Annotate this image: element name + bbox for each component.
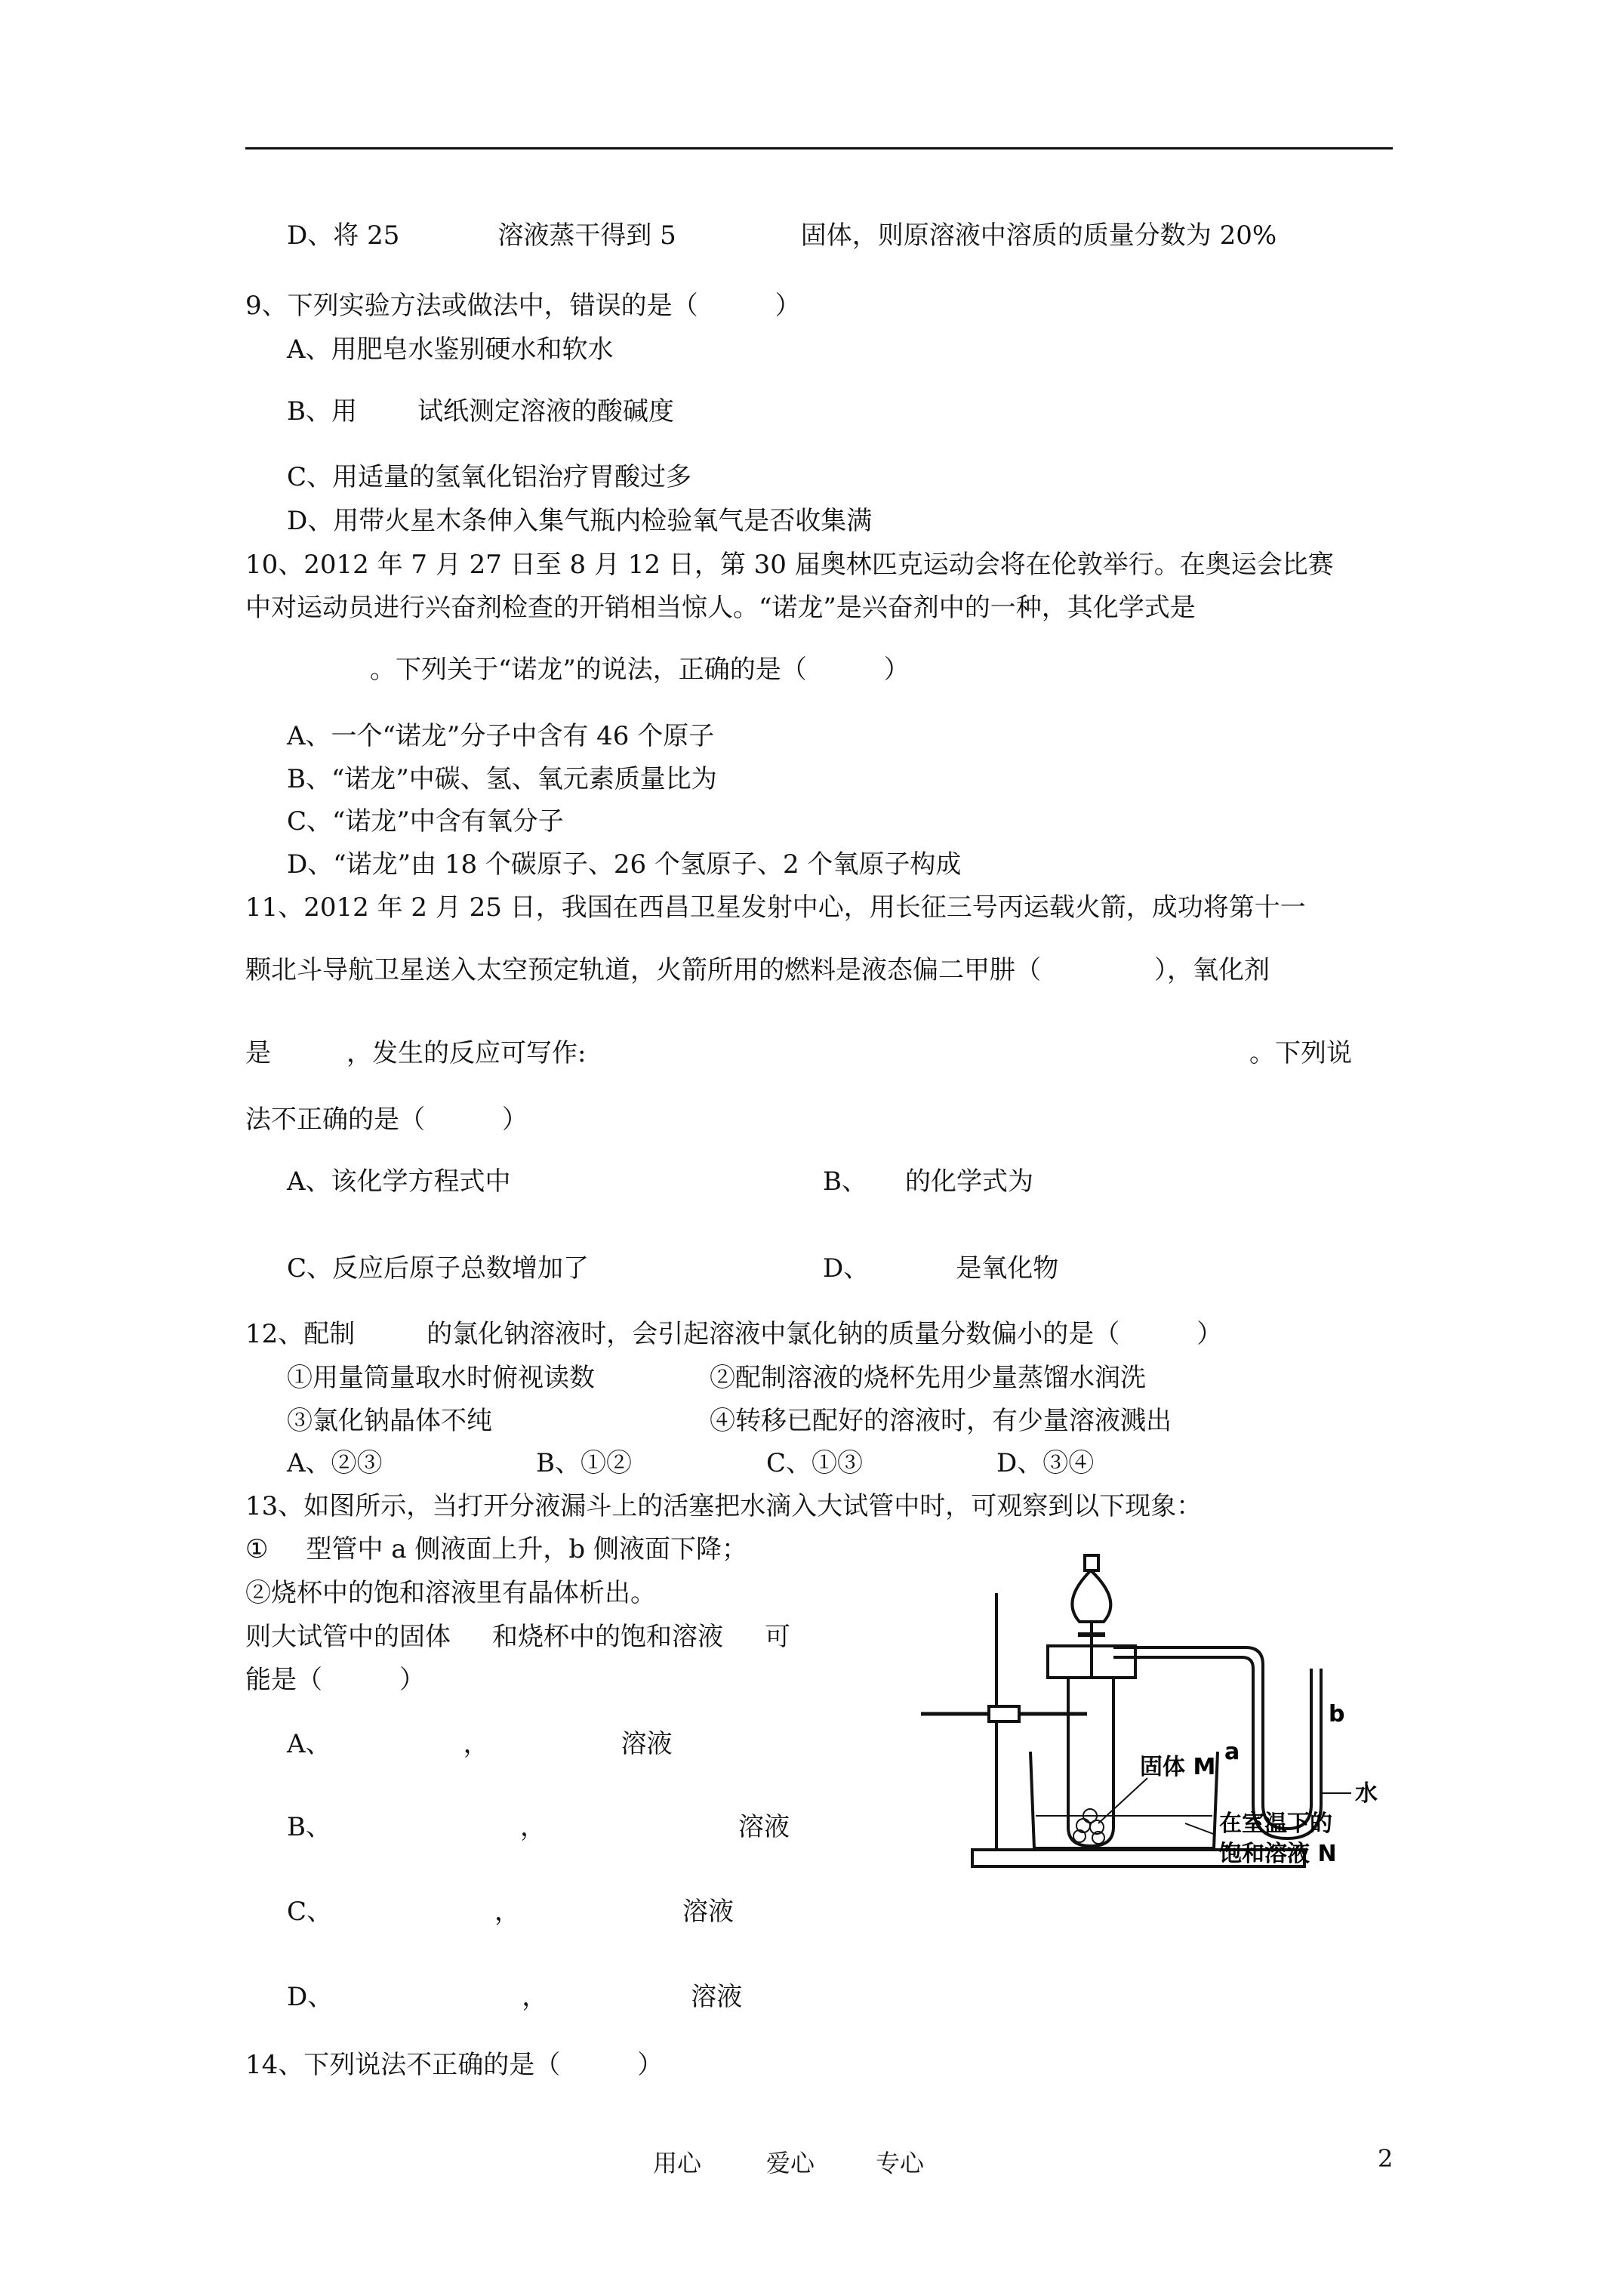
q11-stem2-part-b: ），氧化剂 bbox=[1154, 955, 1270, 985]
q11-option-c: C、反应后原子总数增加了 bbox=[287, 1253, 590, 1284]
q11-stem-line3 bbox=[245, 1038, 586, 1068]
q13a-part-b: ， bbox=[463, 1729, 489, 1759]
q13d-part-b: ， bbox=[522, 1982, 548, 2012]
q8d-part-b: 溶液蒸干得到 5 bbox=[497, 220, 676, 251]
q12-option-c: C、①③ bbox=[766, 1448, 864, 1478]
q13c-part-b: ， bbox=[494, 1897, 521, 1927]
q9-option-a: A、用肥皂水鉴别硬水和软水 bbox=[287, 334, 614, 365]
footer-word-3: 专心 bbox=[876, 2149, 925, 2177]
page-number: 2 bbox=[1378, 2144, 1394, 2173]
q13d-part-a: D、 bbox=[287, 1982, 334, 2012]
label-saturated-1: 在室温下的 bbox=[1219, 1811, 1332, 1837]
u-tube-outer bbox=[1263, 1669, 1311, 1829]
q10-option-c: C、“诺龙”中含有氧分子 bbox=[287, 806, 564, 837]
q11-stem3-part-a: 是 bbox=[245, 1038, 271, 1068]
q13-option-a bbox=[287, 1729, 673, 1759]
q11-stem2-part-a: 颗北斗导航卫星送入太空预定轨道，火箭所用的燃料是液态偏二甲肼（ bbox=[245, 955, 1041, 985]
q11d-part-b: 是氧化物 bbox=[956, 1253, 1059, 1284]
q10-stem-line3: 。下列关于“诺龙”的说法，正确的是（ ） bbox=[370, 655, 910, 685]
q11b-part-b: 的化学式为 bbox=[905, 1166, 1033, 1197]
q11-stem3-part-b: ，发生的反应可写作: bbox=[346, 1038, 587, 1068]
q13a-part-c: 溶液 bbox=[621, 1729, 673, 1759]
footer-word-2: 爱心 bbox=[766, 2149, 815, 2177]
q9-option-c: C、用适量的氢氧化铝治疗胃酸过多 bbox=[287, 462, 692, 492]
q13-l1-part-b: 型管中 a 侧液面上升，b 侧液面下降； bbox=[306, 1534, 747, 1564]
q11-stem-line1: 11、2012 年 2 月 25 日，我国在西昌卫星发射中心，用长征三号丙运载火箭，成功将第十一 bbox=[245, 892, 1306, 923]
label-saturated-2: 饱和溶液 N bbox=[1219, 1841, 1337, 1867]
q13-stem-line3 bbox=[245, 1622, 790, 1652]
apparatus-diagram bbox=[898, 1525, 1427, 1903]
funnel-top bbox=[1085, 1555, 1098, 1570]
q12-option-d: D、③④ bbox=[996, 1448, 1095, 1478]
label-solid-m: 固体 M bbox=[1140, 1754, 1216, 1780]
q8-option-d bbox=[287, 220, 1277, 251]
q13-option-b bbox=[287, 1812, 790, 1842]
q10-option-a: A、一个“诺龙”分子中含有 46 个原子 bbox=[287, 721, 715, 751]
solution-label-line bbox=[1185, 1823, 1215, 1835]
q13c-part-c: 溶液 bbox=[682, 1897, 735, 1927]
label-a: a bbox=[1224, 1739, 1240, 1765]
q12-stem-part-a: 12、配制 bbox=[245, 1319, 356, 1349]
q12-stem bbox=[245, 1319, 1222, 1349]
separatory-funnel bbox=[1072, 1570, 1110, 1622]
q9b-part-a: B、用 bbox=[287, 396, 357, 427]
clamp-jaw bbox=[989, 1706, 1019, 1721]
footer-word-1: 用心 bbox=[653, 2149, 702, 2177]
q11-stem-line3-end: 。下列说 bbox=[1249, 1038, 1352, 1068]
q8d-part-c: 固体，则原溶液中溶质的质量分数为 20% bbox=[800, 220, 1277, 251]
q12-statement-3: ③氯化钠晶体不纯 bbox=[287, 1406, 492, 1436]
q13a-part-a: A、 bbox=[287, 1729, 331, 1759]
q9-option-b bbox=[287, 396, 674, 427]
q9-stem: 9、下列实验方法或做法中，错误的是（ ） bbox=[245, 291, 801, 321]
q13-option-c bbox=[287, 1897, 734, 1927]
q11-option-d bbox=[823, 1253, 1058, 1284]
q11b-part-a: B、 bbox=[823, 1166, 867, 1197]
test-tube bbox=[1068, 1665, 1113, 1846]
q9b-part-b: 试纸测定溶液的酸碱度 bbox=[417, 396, 674, 427]
q11-stem-line4: 法不正确的是（ ） bbox=[245, 1105, 528, 1135]
q10-stem-line1: 10、2012 年 7 月 27 日至 8 月 12 日，第 30 届奥林匹克运动会将在伦敦举行。在奥运会比赛 bbox=[245, 550, 1334, 580]
q10-option-b: B、“诺龙”中碳、氢、氧元素质量比为 bbox=[287, 764, 717, 794]
q11d-part-a: D、 bbox=[823, 1253, 870, 1284]
q9-option-d: D、用带火星木条伸入集气瓶内检验氧气是否收集满 bbox=[287, 506, 873, 536]
q12-option-b: B、①② bbox=[536, 1448, 632, 1478]
q12-option-a: A、②③ bbox=[287, 1448, 383, 1478]
q14-stem: 14、下列说法不正确的是（ ） bbox=[245, 2050, 664, 2080]
q13-l3-part-a: 则大试管中的固体 bbox=[245, 1622, 451, 1652]
solid-m-particles bbox=[1073, 1809, 1104, 1844]
q12-stem-part-b: 的氯化钠溶液时，会引起溶液中氯化钠的质量分数偏小的是（ ） bbox=[427, 1319, 1223, 1349]
label-water: 水 bbox=[1355, 1780, 1378, 1807]
q11-stem-line2 bbox=[245, 955, 1270, 985]
q13b-part-b: ， bbox=[520, 1812, 546, 1842]
q10-option-d: D、“诺龙”由 18 个碳原子、26 个氢原子、2 个氧原子构成 bbox=[287, 849, 962, 880]
q13-l3-part-c: 可 bbox=[765, 1622, 790, 1652]
header-rule bbox=[245, 147, 1393, 149]
q13-stem: 13、如图所示，当打开分液漏斗上的活塞把水滴入大试管中时，可观察到以下现象： bbox=[245, 1491, 1203, 1521]
q13-observation-1 bbox=[245, 1534, 747, 1564]
label-b: b bbox=[1329, 1701, 1345, 1727]
q12-statement-4: ④转移已配好的溶液时，有少量溶液溅出 bbox=[710, 1406, 1172, 1436]
q8d-part-a: D、将 25 bbox=[287, 220, 400, 251]
q13b-part-a: B、 bbox=[287, 1812, 331, 1842]
q10-stem-line2: 中对运动员进行兴奋剂检查的开销相当惊人。“诺龙”是兴奋剂中的一种，其化学式是 bbox=[245, 593, 1196, 623]
q13c-part-a: C、 bbox=[287, 1897, 333, 1927]
q13-l1-part-a: ① bbox=[245, 1534, 269, 1564]
q12-statement-2: ②配制溶液的烧杯先用少量蒸馏水润洗 bbox=[710, 1363, 1146, 1393]
q13d-part-c: 溶液 bbox=[691, 1982, 743, 2012]
q11-option-a: A、该化学方程式中 bbox=[287, 1166, 511, 1197]
q13-stem-line4: 能是（ ） bbox=[245, 1665, 425, 1695]
q13-observation-2: ②烧杯中的饱和溶液里有晶体析出。 bbox=[245, 1578, 656, 1608]
q11-option-b bbox=[823, 1166, 1033, 1197]
q13b-part-c: 溶液 bbox=[738, 1812, 790, 1842]
q13-option-d bbox=[287, 1982, 742, 2012]
q13-l3-part-b: 和烧杯中的饱和溶液 bbox=[492, 1622, 723, 1652]
q12-statement-1: ①用量筒量取水时俯视读数 bbox=[287, 1363, 595, 1393]
